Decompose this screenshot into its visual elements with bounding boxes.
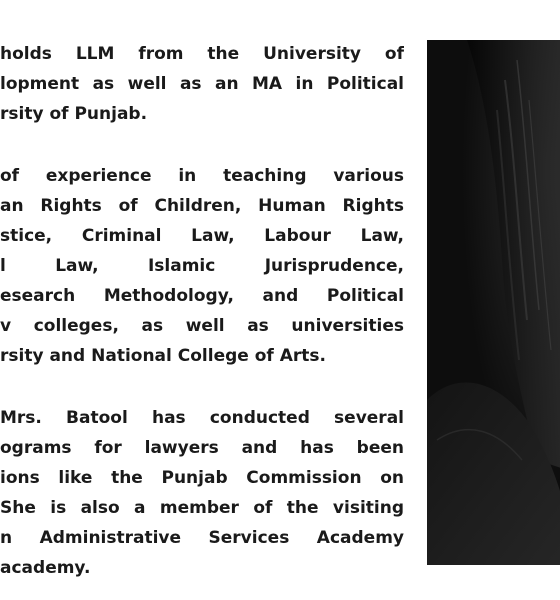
bio-line: of experience in teaching various	[0, 166, 404, 186]
bio-line: stice, Criminal Law, Labour Law,	[0, 226, 404, 246]
training-paragraph	[0, 403, 404, 583]
bio-line: She is also a member of the visiting	[0, 498, 404, 518]
bio-line: Mrs. Batool has conducted several	[0, 408, 404, 428]
bio-line: esearch Methodology, and Political	[0, 286, 404, 306]
bio-line: ions like the Punjab Commission on	[0, 468, 404, 488]
education-paragraph	[0, 39, 404, 129]
bio-line: lopment as well as an MA in Political	[0, 74, 404, 94]
bio-line: v colleges, as well as universities	[0, 316, 404, 336]
portrait-photo	[427, 40, 560, 565]
bio-line: ograms for lawyers and has been	[0, 438, 404, 458]
teaching-paragraph	[0, 161, 404, 371]
bio-line: an Rights of Children, Human Rights	[0, 196, 404, 216]
bio-line: holds LLM from the University of	[0, 44, 404, 64]
bio-line: academy.	[0, 558, 91, 578]
bio-line: rsity and National College of Arts.	[0, 346, 326, 366]
bio-line: n Administrative Services Academy	[0, 528, 404, 548]
bio-line: rsity of Punjab.	[0, 104, 148, 124]
biography-text	[0, 39, 404, 583]
portrait-image	[427, 40, 560, 565]
bio-line: l Law, Islamic Jurisprudence,	[0, 256, 404, 276]
